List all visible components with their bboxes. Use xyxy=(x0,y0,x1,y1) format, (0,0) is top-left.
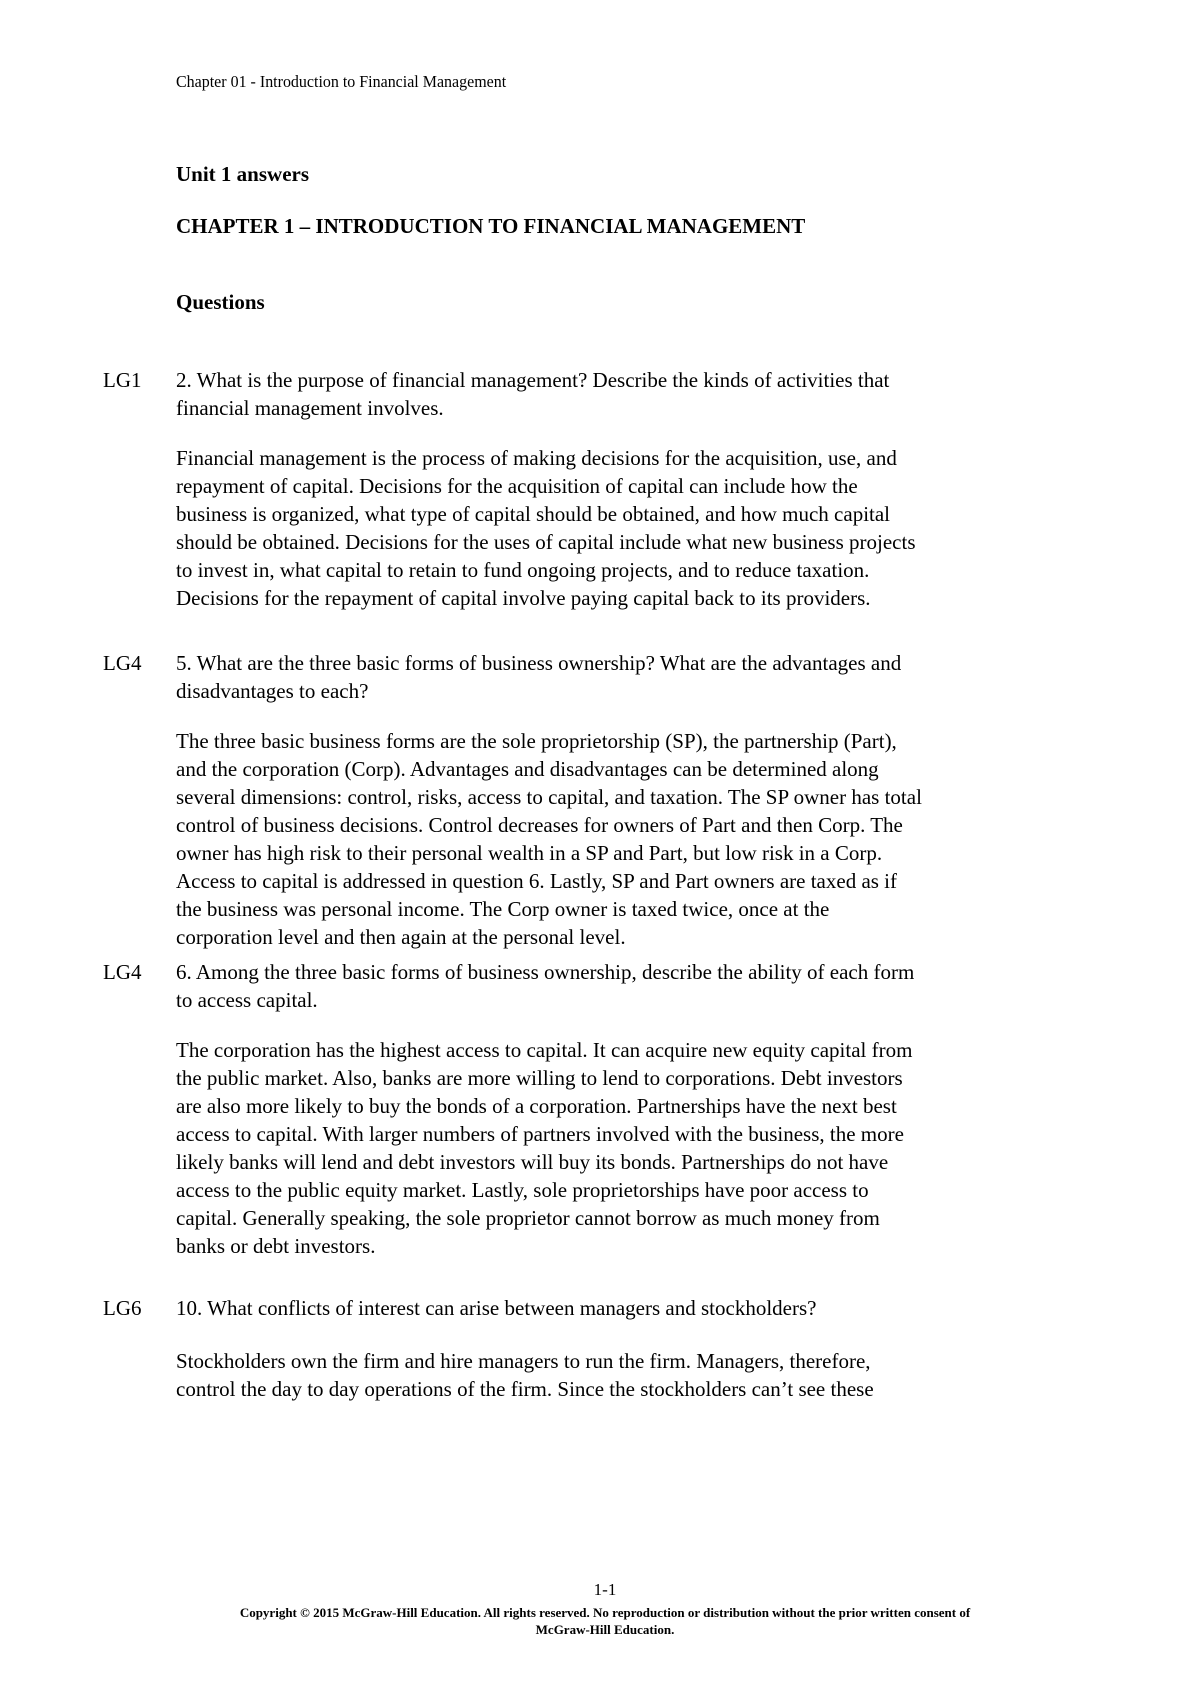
answer-line: likely banks will lend and debt investors will buy its bonds. Partnerships do not have xyxy=(176,1150,889,1174)
answer-line: should be obtained. Decisions for the uses of capital include what new business projects xyxy=(176,530,916,554)
question-text xyxy=(176,1294,1036,1322)
answer-line: Financial management is the process of making decisions for the acquisition, use, and xyxy=(176,446,897,470)
answer-line: to invest in, what capital to retain to fund ongoing projects, and to reduce taxation. xyxy=(176,558,870,582)
learning-goal-label: LG4 xyxy=(103,651,142,675)
chapter-title: CHAPTER 1 – INTRODUCTION TO FINANCIAL MANAGEMENT xyxy=(176,214,806,238)
answer-line: The three basic business forms are the sole proprietorship (SP), the partnership (Part), xyxy=(176,729,897,753)
answer-line: are also more likely to buy the bonds of a corporation. Partnerships have the next best xyxy=(176,1094,897,1118)
answer-line: access to capital. With larger numbers of partners involved with the business, the more xyxy=(176,1122,904,1146)
question-line: 2. What is the purpose of financial management? Describe the kinds of activities that xyxy=(176,368,890,392)
answer-text xyxy=(176,1036,1036,1260)
question-line: 5. What are the three basic forms of business ownership? What are the advantages and xyxy=(176,651,902,675)
answer-line: corporation level and then again at the personal level. xyxy=(176,925,626,949)
answer-line: control the day to day operations of the firm. Since the stockholders can’t see these xyxy=(176,1377,874,1401)
question-line: 10. What conflicts of interest can arise between managers and stockholders? xyxy=(176,1296,817,1320)
question-line: to access capital. xyxy=(176,988,318,1012)
question-line: financial management involves. xyxy=(176,396,444,420)
learning-goal-label: LG6 xyxy=(103,1296,142,1320)
question-text xyxy=(176,958,1036,1014)
copyright-notice xyxy=(0,1604,1200,1638)
copyright-line: McGraw-Hill Education. xyxy=(535,1622,675,1637)
answer-text xyxy=(176,444,1036,612)
answer-text xyxy=(176,727,1036,951)
answer-text xyxy=(176,1347,1036,1403)
question-line: 6. Among the three basic forms of business ownership, describe the ability of each form xyxy=(176,960,915,984)
section-title: Questions xyxy=(176,290,265,314)
page-number: 1-1 xyxy=(593,1580,617,1599)
answer-line: Stockholders own the firm and hire managers to run the firm. Managers, therefore, xyxy=(176,1349,871,1373)
learning-goal-label: LG4 xyxy=(103,960,142,984)
question-text xyxy=(176,649,1036,705)
answer-line: capital. Generally speaking, the sole proprietor cannot borrow as much money from xyxy=(176,1206,880,1230)
answer-line: control of business decisions. Control decreases for owners of Part and then Corp. The xyxy=(176,813,903,837)
answer-line: business is organized, what type of capital should be obtained, and how much capital xyxy=(176,502,891,526)
answer-line: owner has high risk to their personal wealth in a SP and Part, but low risk in a Corp. xyxy=(176,841,883,865)
answer-line: the public market. Also, banks are more willing to lend to corporations. Debt investors xyxy=(176,1066,903,1090)
answer-line: several dimensions: control, risks, access to capital, and taxation. The SP owner has total xyxy=(176,785,922,809)
running-header: Chapter 01 - Introduction to Financial Management xyxy=(176,72,507,91)
answer-line: access to the public equity market. Lastly, sole proprietorships have poor access to xyxy=(176,1178,869,1202)
unit-title: Unit 1 answers xyxy=(176,162,310,186)
answer-line: Access to capital is addressed in question 6. Lastly, SP and Part owners are taxed as if xyxy=(176,869,898,893)
copyright-line: Copyright © 2015 McGraw-Hill Education. All rights reserved. No reproduction or distribution without the prior written consent of xyxy=(239,1605,971,1620)
answer-line: repayment of capital. Decisions for the acquisition of capital can include how the xyxy=(176,474,858,498)
answer-line: banks or debt investors. xyxy=(176,1234,376,1258)
question-text xyxy=(176,366,1036,422)
learning-goal-label: LG1 xyxy=(103,368,142,392)
question-line: disadvantages to each? xyxy=(176,679,369,703)
answer-line: and the corporation (Corp). Advantages and disadvantages can be determined along xyxy=(176,757,879,781)
answer-line: The corporation has the highest access to capital. It can acquire new equity capital from xyxy=(176,1038,913,1062)
answer-line: the business was personal income. The Corp owner is taxed twice, once at the xyxy=(176,897,830,921)
answer-line: Decisions for the repayment of capital involve paying capital back to its providers. xyxy=(176,586,871,610)
